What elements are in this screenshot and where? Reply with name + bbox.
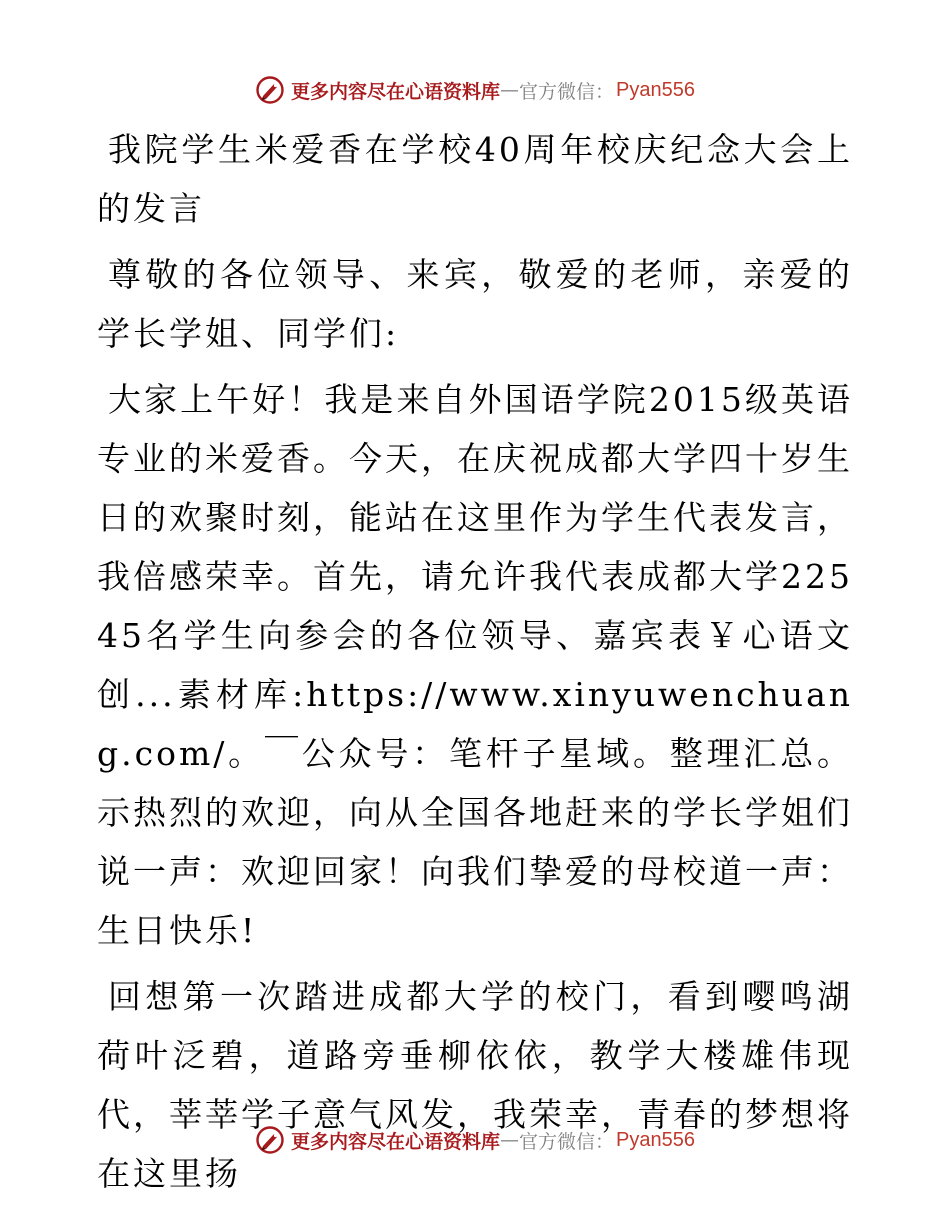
- salutation: 尊敬的各位领导、来宾，敬爱的老师，亲爱的学长学姐、同学们:: [97, 255, 853, 353]
- footer-banner: [0, 1120, 950, 1160]
- header-banner: [0, 70, 950, 110]
- banner-brand-text: 更多内容尽在心语资料库: [291, 80, 501, 103]
- banner-wechat-id: Pyan556: [616, 1128, 695, 1151]
- paragraph: 大家上午好！我是来自外国语学院2015级英语专业的米爱香。今天，在庆祝成都大学四十岁生日的欢聚时刻，能站在这里作为学生代表发言，我倍感荣幸。首先，请允许我代表成都大学22545名学生向参会的各位领导、嘉宾表￥心语文创...素材库:https://www.xinyuwenchuang.com/。￣公众号：笔杆子星域。整理汇总。示热烈的欢迎，向从全国各地赶来的学长学姐们说一声：欢迎回家！向我们挚爱的母校道一声：生日快乐!: [97, 380, 853, 950]
- pen-logo-icon: [255, 75, 285, 105]
- banner-official-label: 官方微信：: [519, 1130, 615, 1153]
- pen-logo-icon: [255, 1125, 285, 1155]
- banner-brand-text: 更多内容尽在心语资料库: [291, 1130, 501, 1153]
- document-body: [97, 120, 853, 1210]
- document-title: 我院学生米爱香在学校40周年校庆纪念大会上的发言: [97, 130, 853, 228]
- banner-dash: —: [500, 1129, 520, 1151]
- banner-official-label: 官方微信：: [519, 80, 615, 103]
- paragraph: 回想第一次踏进成都大学的校门，看到嘤鸣湖荷叶泛碧，道路旁垂柳依依，教学大楼雄伟现代，莘莘学子意气风发，我荣幸，青春的梦想将在这里扬: [97, 977, 853, 1193]
- banner-wechat-id: Pyan556: [616, 78, 695, 101]
- banner-dash: —: [500, 79, 520, 101]
